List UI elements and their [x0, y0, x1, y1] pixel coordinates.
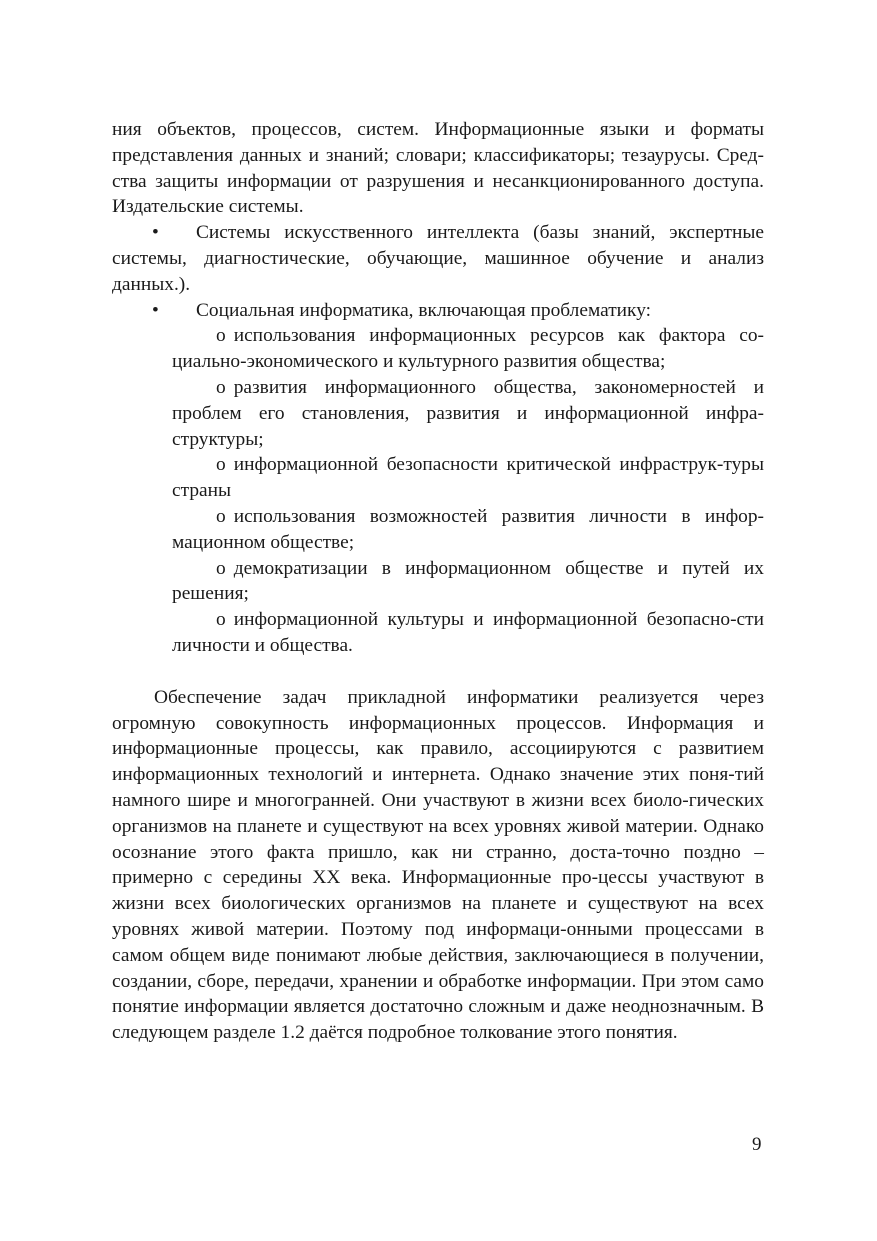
- sub-text: использования информационных ресурсов как фактора со-циально-экономического и культурного развития общества;: [172, 325, 764, 373]
- sub-text: развития информационного общества, закономерностей и проблем его становления, развития и информационной инфра-структуры;: [172, 376, 764, 450]
- sub-marker: o: [216, 505, 226, 527]
- sub-text: информационной культуры и информационной безопасно-сти личности и общества.: [172, 609, 764, 656]
- sub-item: [112, 375, 764, 452]
- bullet-marker: •: [152, 222, 159, 244]
- sub-item: [112, 607, 764, 659]
- sub-text: информационной безопасности критической инфраструк-туры страны: [172, 454, 764, 502]
- bullet-text: Системы искусственного интеллекта (базы знаний, экспертные системы, диагностические, обучающие, машинное обучение и анализ данных.).: [112, 222, 764, 295]
- sub-marker: o: [216, 609, 226, 631]
- sub-item: [112, 556, 764, 608]
- sub-item: [112, 504, 764, 556]
- sub-marker: o: [216, 557, 226, 579]
- page-number: 9: [752, 1134, 762, 1155]
- sub-marker: o: [216, 325, 226, 347]
- bullet-item-social: [112, 298, 764, 324]
- sub-marker: o: [216, 376, 226, 398]
- bullet-text: Социальная информатика, включающая проблематику:: [196, 299, 652, 321]
- sub-text: использования возможностей развития личности в инфор-мационном обществе;: [172, 505, 764, 553]
- paragraph-gap: [112, 659, 764, 685]
- page-body: [112, 117, 764, 1046]
- sub-item: [112, 452, 764, 504]
- bullet-marker: •: [152, 299, 159, 321]
- sub-item: [112, 323, 764, 375]
- sub-text: демократизации в информационном обществе и путей их решения;: [172, 557, 764, 605]
- paragraph-top: ния объектов, процессов, систем. Информационные языки и форматы представления данных и знаний; словари; классификаторы; тезаурусы. Сред-ства защиты информации от разрушения и несанкционированного доступа. Издательские системы.: [112, 119, 764, 218]
- bullet-item-ai: [112, 220, 764, 297]
- sub-marker: o: [216, 454, 226, 476]
- paragraph-main: Обеспечение задач прикладной информатики реализуется через огромную совокупность информационных процессов. Информация и информационные процессы, как правило, ассоциируются с развитием информационных технологий и интернета. Однако значение этих поня-тий намного шире и многогранней. Они участвуют в жизни всех биоло-гических организмов на планете и существуют на всех уровнях живой материи. Однако осознание этого факта пришло, как ни странно, доста-точно поздно – примерно с середины XX века. Информационные про-цессы участвуют в жизни всех биологических организмов на планете и существуют на всех уровнях живой материи. Поэтому под информаци-онными процессами в самом общем виде понимают любые действия, заключающиеся в получении, создании, сборе, передачи, хранении и обработке информации. При этом само понятие информации является достаточно сложным и даже неоднозначным. В следующем разделе 1.2 даётся подробное толкование этого понятия.: [112, 686, 764, 1044]
